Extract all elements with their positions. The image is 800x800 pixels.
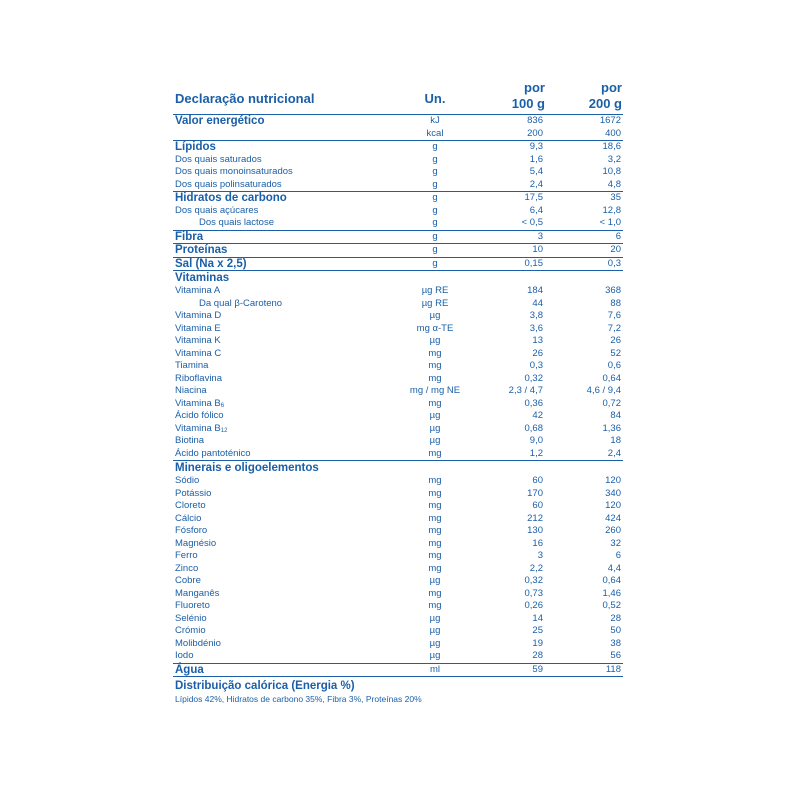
row-value-200g: 4,8 [607, 178, 621, 190]
row-value-100g: 13 [532, 335, 543, 346]
row-value-100g: 60 [532, 475, 543, 486]
row-label-text: Ferro [175, 550, 198, 561]
row-value-200g: 26 [610, 335, 621, 346]
row-value-200g: 0,6 [607, 360, 621, 371]
row-label [175, 335, 221, 348]
table-header [173, 80, 623, 115]
row-label [175, 166, 293, 179]
row-unit: g [432, 166, 438, 177]
table-row [173, 423, 623, 436]
row-label [175, 192, 287, 205]
row-unit: kcal [426, 127, 444, 139]
row-unit: mg [428, 600, 442, 611]
table-row [173, 154, 623, 167]
table-row [173, 385, 623, 398]
vitamins-section-title [173, 271, 623, 285]
row-unit: mg [428, 587, 442, 599]
row-value-100g: 1,6 [529, 153, 543, 165]
row-label-text: Cloreto [175, 500, 206, 511]
row-value-200g: 0,3 [607, 257, 621, 269]
row-unit: µg [429, 575, 441, 586]
row-unit: mg [428, 537, 442, 549]
row-value-200g: 52 [610, 347, 621, 359]
caloric-distribution-title: Distribuição calórica (Energia %) [175, 680, 355, 692]
row-value-200g: 28 [610, 612, 621, 624]
row-value-200g: 12,8 [602, 204, 621, 216]
water-value-200g: 118 [605, 663, 621, 675]
row-label-text: Magnésio [175, 537, 217, 549]
row-unit: µg [429, 650, 441, 661]
macronutrient-rows [173, 115, 623, 271]
row-value-200g: 7,2 [607, 322, 621, 334]
table-row [173, 348, 623, 361]
row-label-text: Vitamina B [175, 422, 221, 434]
row-label-text: Riboflavina [175, 372, 222, 384]
row-unit: µg [429, 310, 441, 321]
row-label-text: Vitamina A [175, 285, 221, 296]
table-row [173, 128, 623, 142]
row-unit: µg [429, 422, 441, 434]
row-value-200g: 0,64 [602, 372, 621, 384]
row-value-200g: 1,46 [602, 587, 621, 599]
row-value-100g: 9,0 [529, 435, 543, 446]
row-value-200g: 4,6 / 9,4 [586, 385, 621, 396]
row-unit: µg [429, 625, 441, 636]
row-label [175, 435, 204, 448]
row-label [175, 323, 221, 336]
table-row [173, 285, 623, 298]
row-label [175, 385, 207, 398]
row-unit: g [432, 192, 438, 203]
row-label [175, 513, 201, 526]
row-label-text: Dos quais saturados [175, 153, 262, 165]
row-value-100g: 3 [537, 550, 543, 561]
row-value-100g: 3,6 [529, 322, 543, 334]
table-row [173, 650, 623, 664]
table-row [173, 398, 623, 411]
row-label-text: Tiamina [175, 360, 209, 371]
row-label [175, 205, 258, 218]
table-row [173, 513, 623, 526]
row-label-text: Vitamina E [175, 322, 221, 334]
row-value-100g: 42 [532, 410, 543, 421]
row-value-200g: 0,72 [602, 397, 621, 409]
row-unit: g [432, 217, 438, 228]
row-value-100g: 60 [532, 500, 543, 511]
row-value-200g: 4,4 [607, 562, 621, 574]
row-value-200g: 18,6 [602, 141, 621, 152]
row-value-200g: 38 [610, 637, 621, 649]
table-row [173, 166, 623, 179]
row-label-text: Selénio [175, 612, 207, 624]
table-row [173, 115, 623, 128]
col2-line2: 200 g [588, 96, 622, 111]
table-row [173, 475, 623, 488]
table-row [173, 638, 623, 651]
table-row [173, 600, 623, 613]
row-label [175, 244, 227, 257]
row-label-text: Lípidos [175, 141, 216, 153]
row-label-text: Hidratos de carbono [175, 192, 287, 204]
row-unit: µg [429, 637, 441, 649]
row-unit: g [432, 244, 438, 255]
row-unit: mg α-TE [416, 322, 454, 334]
table-row [173, 205, 623, 218]
row-label [175, 538, 216, 551]
row-label-text: Zinco [175, 562, 199, 574]
row-unit: µg [429, 410, 441, 421]
row-label [175, 488, 211, 501]
row-unit: µg RE [421, 285, 449, 296]
row-label-text: Cobre [175, 575, 201, 586]
row-value-100g: 170 [527, 487, 543, 499]
row-value-100g: 2,2 [529, 562, 543, 574]
row-label-subscript: 6 [220, 402, 225, 409]
row-label-text: Crómio [175, 625, 206, 636]
row-label-text: Sódio [175, 475, 200, 486]
row-label-text: Dos quais polinsaturados [175, 178, 282, 190]
row-unit: kJ [430, 115, 440, 126]
row-value-200g: 10,8 [602, 166, 621, 177]
row-label [175, 613, 207, 626]
row-value-200g: 340 [605, 487, 621, 499]
row-value-200g: 18 [610, 435, 621, 446]
row-label-text: Valor energético [175, 115, 265, 127]
table-row [173, 335, 623, 348]
row-value-100g: 0,3 [529, 360, 543, 371]
row-label-text: Vitamina D [175, 310, 222, 321]
row-value-200g: 56 [610, 650, 621, 661]
row-value-100g: 184 [527, 285, 543, 296]
row-label-text: Biotina [175, 435, 205, 446]
table-row [173, 217, 623, 231]
row-unit: mg / mg NE [409, 385, 461, 396]
row-unit: mg [428, 397, 442, 409]
row-value-100g: 1,2 [529, 447, 543, 459]
table-row [173, 258, 623, 272]
row-label [175, 154, 262, 167]
row-value-200g: 120 [605, 500, 621, 511]
row-label-text: Vitamina B [175, 397, 221, 409]
table-row [173, 435, 623, 448]
row-label [175, 348, 221, 361]
row-unit: g [432, 204, 438, 216]
row-label [175, 285, 220, 298]
row-value-100g: 26 [532, 347, 543, 359]
row-value-100g: 130 [527, 525, 543, 536]
per-200g-column-header [562, 80, 622, 112]
row-label [175, 638, 221, 651]
row-unit: g [432, 153, 438, 165]
row-unit: µg RE [421, 297, 449, 309]
row-label [175, 448, 251, 461]
row-label [175, 475, 199, 488]
row-label-text: Vitamina C [175, 347, 222, 359]
row-value-200g: 2,4 [607, 447, 621, 459]
row-unit: mg [428, 447, 442, 459]
row-label [175, 179, 282, 192]
caloric-distribution-note: Lípidos 42%, Hidratos de carbono 35%, Fibra 3%, Proteínas 20% [175, 694, 422, 704]
row-label-text: Potássio [175, 487, 212, 499]
row-unit: µg [429, 335, 441, 346]
row-unit: mg [428, 562, 442, 574]
row-value-100g: 3 [537, 230, 543, 242]
vitamin-rows [173, 285, 623, 461]
table-row [173, 563, 623, 576]
water-unit: ml [429, 663, 441, 675]
row-label [175, 298, 282, 311]
row-value-100g: < 0,5 [521, 217, 543, 228]
row-label [175, 575, 201, 588]
row-value-100g: 25 [532, 625, 543, 636]
row-value-100g: 212 [527, 512, 543, 524]
row-value-200g: 6 [615, 550, 621, 561]
water-value-100g: 59 [532, 663, 543, 675]
row-label-text: Sal (Na x 2,5) [175, 257, 247, 270]
row-unit: µg [429, 612, 441, 624]
row-unit: g [432, 257, 438, 269]
row-label [175, 600, 210, 613]
row-label-text: Ácido pantoténico [175, 447, 251, 459]
row-value-100g: 0,36 [524, 397, 543, 409]
row-label [175, 650, 194, 663]
table-row [173, 448, 623, 462]
row-value-200g: 7,6 [607, 310, 621, 321]
row-label-text: Fósforo [175, 525, 208, 536]
row-label-text: Vitamina K [175, 335, 221, 346]
row-label-text: Molibdénio [175, 637, 221, 649]
row-unit: mg [428, 525, 442, 536]
row-unit: µg [429, 435, 441, 446]
row-value-200g: 120 [605, 475, 621, 486]
col1-line2: 100 g [511, 96, 545, 111]
row-value-200g: 0,64 [602, 575, 621, 586]
row-value-100g: 0,32 [524, 372, 543, 384]
row-value-200g: 3,2 [607, 153, 621, 165]
row-label-text: Cálcio [175, 512, 202, 524]
row-unit: mg [428, 347, 442, 359]
table-row [173, 525, 623, 538]
row-value-200g: 1672 [599, 115, 621, 126]
row-unit: g [432, 178, 438, 190]
row-unit: mg [428, 487, 442, 499]
row-value-200g: 400 [605, 127, 621, 139]
row-value-100g: 0,68 [524, 422, 543, 434]
row-label [175, 310, 221, 323]
row-label [175, 410, 224, 423]
row-label [175, 141, 216, 154]
table-row [173, 360, 623, 373]
table-row [173, 231, 623, 245]
row-label [175, 360, 208, 373]
row-value-100g: 14 [532, 612, 543, 624]
col1-line1: por [524, 80, 545, 95]
row-value-100g: 2,3 / 4,7 [508, 385, 543, 396]
row-label-text: Fibra [175, 230, 204, 243]
row-label [175, 525, 207, 538]
row-value-100g: 836 [527, 115, 543, 126]
row-value-100g: 10 [532, 244, 543, 255]
row-label-text: Dos quais açúcares [175, 204, 259, 216]
row-value-200g: < 1,0 [599, 217, 621, 228]
row-label [175, 373, 222, 386]
table-row [173, 625, 623, 638]
row-value-100g: 0,73 [524, 587, 543, 599]
row-label [175, 258, 247, 271]
row-label [175, 231, 203, 244]
row-unit: mg [428, 500, 442, 511]
row-value-100g: 17,5 [524, 192, 543, 203]
row-value-200g: 0,52 [602, 600, 621, 611]
row-value-200g: 6 [615, 230, 621, 242]
row-value-100g: 0,32 [524, 575, 543, 586]
row-value-100g: 28 [532, 650, 543, 661]
mineral-rows [173, 475, 623, 664]
row-unit: mg [428, 512, 442, 524]
row-label [175, 115, 264, 128]
table-row [173, 500, 623, 513]
table-row [173, 488, 623, 501]
water-row [173, 664, 623, 678]
table-row [173, 323, 623, 336]
nutrition-table [173, 80, 623, 705]
row-label [175, 550, 198, 563]
row-value-100g: 2,4 [529, 178, 543, 190]
row-value-200g: 50 [610, 625, 621, 636]
row-unit: mg [428, 372, 442, 384]
table-row [173, 298, 623, 311]
row-label-text: Dos quais lactose [199, 217, 274, 228]
table-row [173, 244, 623, 258]
row-unit: g [432, 230, 438, 242]
row-label-text: Da qual β-Caroteno [199, 297, 283, 309]
table-row [173, 550, 623, 563]
row-value-200g: 84 [610, 410, 621, 421]
row-unit: mg [428, 475, 442, 486]
row-unit: mg [428, 550, 442, 561]
row-value-100g: 200 [527, 127, 543, 139]
row-value-100g: 19 [532, 637, 543, 649]
table-row [173, 141, 623, 154]
table-row [173, 192, 623, 205]
row-value-100g: 0,15 [524, 257, 543, 269]
unit-column-header: Un. [424, 91, 446, 106]
col2-line1: por [601, 80, 622, 95]
row-value-100g: 5,4 [529, 166, 543, 177]
row-label [175, 625, 206, 638]
row-value-200g: 20 [610, 244, 621, 255]
row-unit: mg [428, 360, 442, 371]
row-value-200g: 32 [610, 537, 621, 549]
row-label-text: Proteínas [175, 244, 228, 256]
row-value-200g: 424 [605, 512, 621, 524]
row-label [175, 588, 219, 601]
row-value-100g: 16 [532, 537, 543, 549]
per-100g-column-header [485, 80, 545, 112]
row-label-text: Niacina [175, 385, 207, 396]
row-label-text: Iodo [175, 650, 194, 661]
row-value-200g: 368 [605, 285, 621, 296]
row-label [175, 500, 206, 513]
table-row [173, 373, 623, 386]
minerals-title-text: Minerais e oligoelementos [175, 462, 319, 474]
row-value-200g: 1,36 [602, 422, 621, 434]
table-row [173, 538, 623, 551]
row-label [175, 563, 198, 576]
water-label: Água [175, 663, 204, 676]
row-value-100g: 6,4 [529, 204, 543, 216]
table-row [173, 179, 623, 193]
table-row [173, 613, 623, 626]
row-value-100g: 3,8 [529, 310, 543, 321]
row-label-text: Manganês [175, 587, 220, 599]
row-value-200g: 260 [605, 525, 621, 536]
row-value-100g: 0,26 [524, 600, 543, 611]
minerals-section-title [173, 461, 623, 475]
row-value-200g: 88 [610, 297, 621, 309]
vitamins-title-text: Vitaminas [175, 272, 230, 284]
row-value-200g: 35 [610, 192, 621, 203]
row-value-100g: 9,3 [529, 141, 543, 152]
row-label-text: Dos quais monoinsaturados [175, 166, 293, 177]
row-label [175, 217, 274, 230]
table-row [173, 410, 623, 423]
table-title: Declaração nutricional [175, 91, 315, 106]
table-row [173, 310, 623, 323]
row-label-text: Ácido fólico [175, 410, 224, 421]
row-value-100g: 44 [532, 297, 543, 309]
table-row [173, 588, 623, 601]
table-row [173, 575, 623, 588]
row-unit: g [432, 141, 438, 152]
row-label-subscript: 12 [220, 427, 228, 434]
row-label-text: Fluoreto [175, 600, 210, 611]
